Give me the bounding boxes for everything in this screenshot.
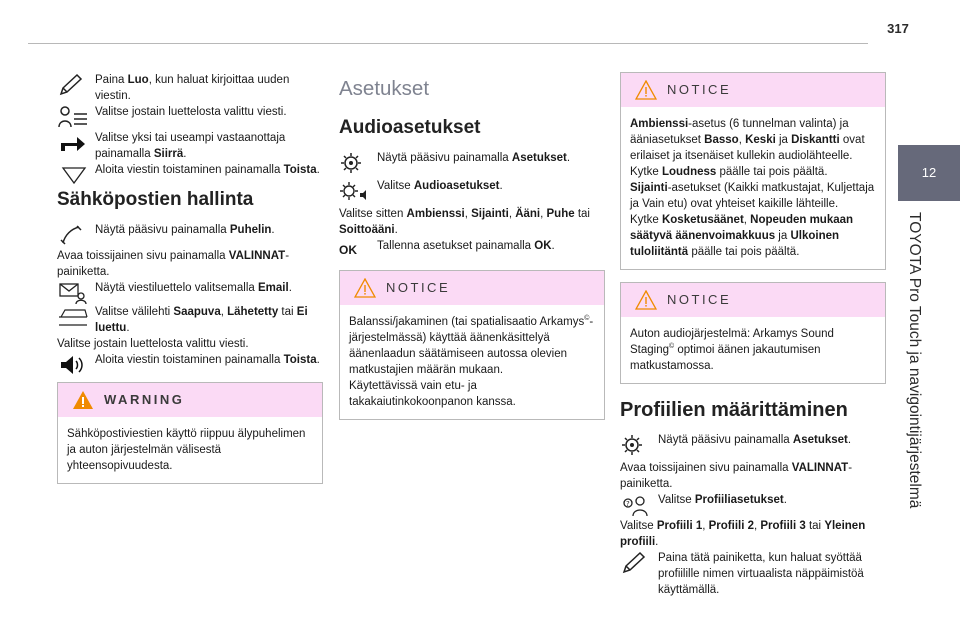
- tabs-icon: [57, 305, 89, 329]
- text-select-message: Valitse jostain luettelosta valittu viesti.: [57, 338, 249, 350]
- instruction-create: Paina Luo, kun haluat kirjoittaa uuden viestin.: [57, 72, 323, 104]
- instruction-audio-settings: Valitse Audioasetukset.: [339, 178, 605, 194]
- notice-text-loudness: Kytke Loudness päälle tai pois päältä.: [630, 166, 828, 178]
- notice-label: NOTICE: [386, 280, 451, 295]
- text-choose-profile: Valitse Profiili 1, Profiili 2, Profiili 3 tai Yleinen profiili.: [620, 520, 866, 548]
- text-options-profile: Avaa toissijainen sivu painamalla VALINNAT-painiketta.: [620, 462, 853, 490]
- ok-button-icon: OK: [339, 243, 357, 257]
- warning-text: Sähköpostiviestien käyttö riippuu älypuhelimen ja auton järjestelmän välisestä yhteensopivuudesta.: [67, 428, 306, 472]
- list-person-icon: [57, 105, 89, 129]
- column-left: [57, 68, 323, 484]
- notice-box-arkamys: [620, 282, 886, 384]
- warning-box: [57, 382, 323, 484]
- text-choose-options: Valitse sitten Ambienssi, Sijainti, Ääni, Puhe tai Soittoääni.: [339, 208, 590, 236]
- pencil-icon: [57, 73, 89, 97]
- notice-text: Balanssi/jakaminen (tai spatialisaatio Arkamys©-järjestelmässä) käyttää äänenkäsittelyä äänenlaadun säätämiseen autossa olevien matkustajien määrän mukaan.: [349, 315, 594, 376]
- instruction-transfer: Valitse yksi tai useampi vastaanottaja painamalla Siirrä.: [57, 130, 323, 162]
- notice-label: NOTICE: [667, 82, 732, 97]
- instruction-settings-profile: Näytä pääsivu painamalla Asetukset.: [620, 432, 886, 448]
- header-rule: [28, 43, 868, 44]
- profile-users-icon: [620, 493, 652, 517]
- notice-text-position: Sijainti-asetukset (Kaikki matkustajat, Kuljettaja ja Vain etu) ovat yhteiset kaikille lähteille.: [630, 182, 875, 210]
- notice-text-arkamys: Auton audiojärjestelmä: Arkamys Sound Staging© optimoi äänen jakautumisen matkustamossa.: [630, 328, 834, 372]
- column-middle: [339, 68, 605, 420]
- instruction-play: Aloita viestin toistaminen painamalla Toista.: [57, 162, 323, 178]
- notice-text-2: Käytettävissä vain etu- ja takakaiutinkokoonpanon kanssa.: [349, 380, 516, 408]
- heading-email-management: Sähköpostien hallinta: [57, 189, 254, 210]
- side-title: TOYOTA Pro Touch ja navigointijärjestelmä: [906, 212, 923, 509]
- play-icon: [57, 163, 89, 187]
- speaker-icon: [57, 353, 89, 377]
- instruction-profile-name: Paina tätä painiketta, kun haluat syöttää profiilille nimen virtuaalista näppäimistöä käyttämällä.: [620, 550, 886, 598]
- heading-audio-settings: Audioasetukset: [339, 117, 481, 138]
- warning-icon: [72, 390, 94, 410]
- forward-arrow-icon: [57, 131, 89, 155]
- chapter-tab[interactable]: 12: [898, 145, 960, 201]
- instruction-play-2: Aloita viestin toistaminen painamalla Toista.: [57, 352, 323, 368]
- instruction-settings: Näytä pääsivu painamalla Asetukset.: [339, 150, 605, 166]
- warning-outline-icon: [635, 80, 657, 100]
- heading-profiles: Profiilien määrittäminen: [620, 399, 848, 421]
- gear-icon: [339, 151, 371, 175]
- section-title: Asetukset: [339, 77, 430, 100]
- instruction-phone: Näytä pääsivu painamalla Puhelin.: [57, 222, 323, 238]
- warning-label: WARNING: [104, 392, 185, 407]
- page-number: 317: [887, 21, 909, 36]
- notice-box-balance: [339, 270, 605, 420]
- instruction-select-message: Valitse jostain luettelosta valittu viesti.: [57, 104, 323, 120]
- gear-sound-icon: [339, 179, 371, 203]
- warning-outline-icon: [635, 290, 657, 310]
- notice-label: NOTICE: [667, 292, 732, 307]
- mail-person-icon: [57, 281, 89, 305]
- instruction-tabs: Valitse välilehti Saapuva, Lähetetty tai Ei luettu.: [57, 304, 323, 336]
- warning-outline-icon: [354, 278, 376, 298]
- instruction-ok: OK Tallenna asetukset painamalla OK.: [339, 240, 555, 257]
- instruction-profile-settings: ? Valitse Profiiliasetukset.: [620, 492, 886, 508]
- phone-icon: [57, 223, 89, 247]
- text-options: Avaa toissijainen sivu painamalla VALINNAT-painiketta.: [57, 250, 290, 278]
- notice-text-toggles: Kytke Kosketusäänet, Nopeuden mukaan säätyvä äänenvoimakkuus ja Ulkoinen tuloliitäntä päälle tai pois päältä.: [630, 214, 854, 258]
- instruction-email: Näytä viestiluettelo valitsemalla Email.: [57, 280, 323, 296]
- svg-text:?: ?: [626, 500, 630, 508]
- pencil-icon: [620, 551, 652, 575]
- notice-text-ambience: Ambienssi-asetus (6 tunnelman valinta) ja ääniasetukset Basso, Keski ja Diskantti ovat erilaiset ja itsenäiset kullekin audiolähteelle.: [630, 118, 865, 162]
- notice-box-ambience: [620, 72, 886, 270]
- gear-icon: [620, 433, 652, 457]
- column-right: [620, 72, 886, 598]
